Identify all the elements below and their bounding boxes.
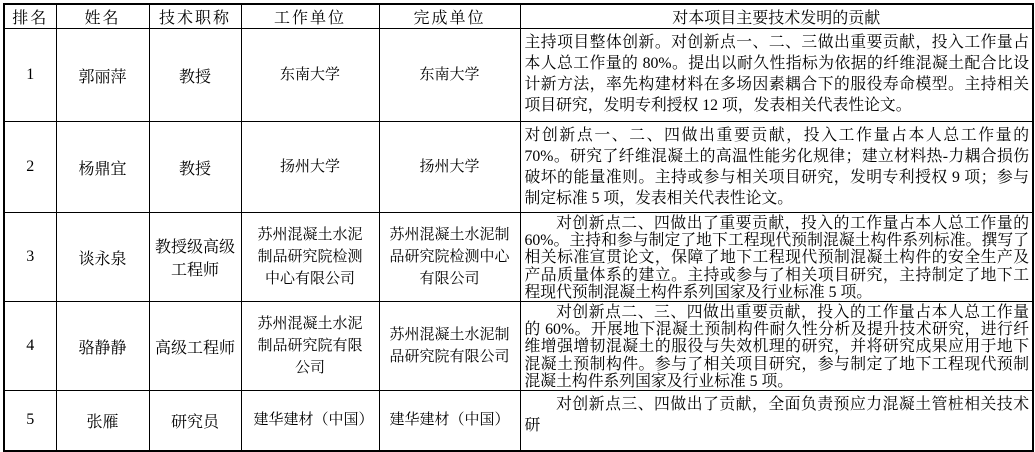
work-unit-cell: 建华建材（中国） xyxy=(241,391,379,451)
table-row xyxy=(4,213,1033,302)
document-page xyxy=(3,3,1034,452)
name-cell: 杨鼎宜 xyxy=(56,122,149,213)
title-cell: 研究员 xyxy=(149,391,241,451)
contribution-cell: 对创新点三、四做出了贡献，全面负责预应力混凝土管桩相关技术研 xyxy=(520,391,1033,451)
completion-unit-cell: 扬州大学 xyxy=(379,122,520,213)
rank-cell: 3 xyxy=(4,213,56,302)
title-cell: 高级工程师 xyxy=(149,302,241,391)
name-cell: 谈永泉 xyxy=(56,213,149,302)
work-unit-cell: 扬州大学 xyxy=(241,122,379,213)
name-cell: 骆静静 xyxy=(56,302,149,391)
completion-unit-cell: 苏州混凝土水泥制品研究院检测中心有限公司 xyxy=(379,213,520,302)
completion-unit-cell: 东南大学 xyxy=(379,29,520,122)
contribution-cell: 对创新点二、四做出了重要贡献，投入的工作量占本人总工作量的 60%。主持和参与制定了地下工程现代预制混凝土构件系列标准。撰写了相关标准宣贯论文，保障了地下工程现代预制混凝土构件的安全生产及产品质量体系的建立。主持或参与了相关项目研究，主持制定了地下工程现代预制混凝土构件系列国家及行业标准 5 项。 xyxy=(520,213,1033,302)
work-unit-cell: 苏州混凝土水泥制品研究院检测中心有限公司 xyxy=(241,213,379,302)
title-cell: 教授 xyxy=(149,29,241,122)
name-cell: 张雁 xyxy=(56,391,149,451)
title-cell: 教授级高级工程师 xyxy=(149,213,241,302)
contribution-cell: 对创新点二、三、四做出重要贡献，投入的工作量占本人总工作量的 60%。开展地下混凝土预制构件耐久性分析及提升技术研究，进行纤维增强增韧混凝土的服役与失效机理的研究，并将研究成果应用于地下混凝土预制构件。参与了相关项目研究，参与制定了地下工程现代预制混凝土构件系列国家及行业标准 5 项。 xyxy=(520,302,1033,391)
header-rank: 排名 xyxy=(4,4,56,29)
rank-cell: 4 xyxy=(4,302,56,391)
rank-cell: 1 xyxy=(4,29,56,122)
table-row xyxy=(4,122,1033,213)
completion-unit-cell: 建华建材（中国） xyxy=(379,391,520,451)
work-unit-cell: 东南大学 xyxy=(241,29,379,122)
table-row xyxy=(4,302,1033,391)
header-row xyxy=(4,4,1033,29)
header-work-unit: 工作单位 xyxy=(241,4,379,29)
rank-cell: 2 xyxy=(4,122,56,213)
title-cell: 教授 xyxy=(149,122,241,213)
header-name: 姓名 xyxy=(56,4,149,29)
header-contribution: 对本项目主要技术发明的贡献 xyxy=(520,4,1033,29)
work-unit-cell: 苏州混凝土水泥制品研究院有限公司 xyxy=(241,302,379,391)
header-completion-unit: 完成单位 xyxy=(379,4,520,29)
contributors-table xyxy=(3,3,1034,452)
table-row xyxy=(4,29,1033,122)
header-title: 技术职称 xyxy=(149,4,241,29)
rank-cell: 5 xyxy=(4,391,56,451)
contribution-cell: 对创新点一、二、四做出重要贡献，投入工作量占本人总工作量的 70%。研究了纤维混凝土的高温性能劣化规律；建立材料热-力耦合损伤破坏的能量准则。主持或参与相关项目研究，发明专利授权 9 项；参与制定标准 5 项，发表相关代表性论文。 xyxy=(520,122,1033,213)
name-cell: 郭丽萍 xyxy=(56,29,149,122)
contribution-cell: 主持项目整体创新。对创新点一、二、三做出重要贡献，投入工作量占本人总工作量的 80%。提出以耐久性指标为依据的纤维混凝土配合比设计新方法，率先构建材料在多场因素耦合下的服役寿命模型。主持相关项目研究，发明专利授权 12 项，发表相关代表性论文。 xyxy=(520,29,1033,122)
table-row xyxy=(4,391,1033,451)
completion-unit-cell: 苏州混凝土水泥制品研究院有限公司 xyxy=(379,302,520,391)
